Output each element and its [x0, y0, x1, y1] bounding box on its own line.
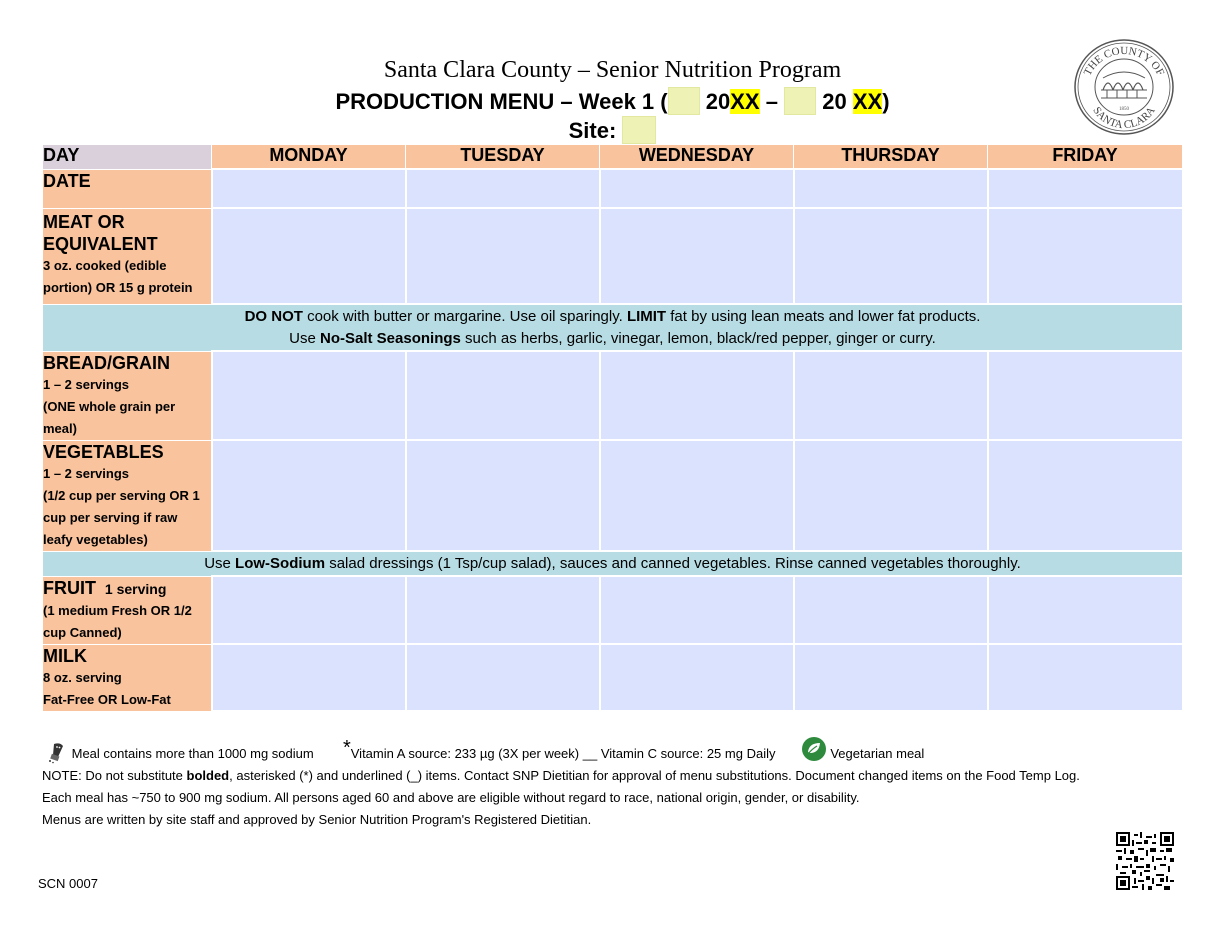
row-label-vegetables: VEGETABLES 1 – 2 servings (1/2 cup per serving OR 1 cup per serving if raw leafy vegetables) [43, 440, 212, 551]
form-code: SCN 0007 [38, 876, 98, 891]
vitamin-a-star: * [342, 737, 351, 759]
cell-fruit-thursday[interactable] [794, 576, 988, 644]
org-title: Santa Clara County – Senior Nutrition Program [383, 57, 842, 83]
cell-milk-wednesday[interactable] [600, 644, 794, 711]
col-header-monday: MONDAY [212, 145, 406, 170]
row-label-fruit: FRUIT 1 serving (1 medium Fresh OR 1/2 cup Canned) [43, 576, 212, 644]
cell-milk-tuesday[interactable] [406, 644, 600, 711]
row-label-meat: MEAT OR EQUIVALENT 3 oz. cooked (edible portion) OR 15 g protein [43, 208, 212, 304]
vitamin-c-value: 25 mg Daily [706, 746, 776, 761]
seal-year: 1850 [1119, 107, 1129, 112]
cell-date-thursday[interactable] [794, 169, 988, 208]
cell-bread-wednesday[interactable] [600, 351, 794, 440]
cell-meat-thursday[interactable] [794, 208, 988, 304]
cell-date-wednesday[interactable] [600, 169, 794, 208]
cell-milk-friday[interactable] [988, 644, 1183, 711]
cell-bread-monday[interactable] [212, 351, 406, 440]
salt-shaker-icon [46, 742, 68, 764]
cell-milk-thursday[interactable] [794, 644, 988, 711]
row-bread [43, 351, 1183, 440]
cell-fruit-tuesday[interactable] [406, 576, 600, 644]
seal-text-top: THE COUNTY OF [1081, 44, 1167, 78]
cell-date-tuesday[interactable] [406, 169, 600, 208]
cell-veg-monday[interactable] [212, 440, 406, 551]
cell-veg-thursday[interactable] [794, 440, 988, 551]
menu-title: PRODUCTION MENU – Week 1 ( 20XX – 20 XX) [335, 89, 890, 114]
note-line-2: Each meal has ~750 to 900 mg sodium. All persons aged 60 and above are eligible without regard to race, national origin, gender, or disability. [42, 790, 860, 805]
leaf-icon [801, 736, 827, 762]
cell-bread-friday[interactable] [988, 351, 1183, 440]
site-line: Site: [0, 116, 1225, 144]
cell-meat-friday[interactable] [988, 208, 1183, 304]
sodium-legend-text: Meal contains more than 1000 mg sodium [71, 746, 314, 761]
vegetarian-legend-text: Vegetarian meal [830, 746, 925, 761]
start-date-blank[interactable] [668, 87, 700, 115]
production-menu-table [42, 144, 1184, 712]
note-low-sodium: Use Low-Sodium salad dressings (1 Tsp/cup salad), sauces and canned vegetables. Rinse canned vegetables thoroughly. [43, 551, 1183, 576]
row-vegetables [43, 440, 1183, 551]
col-header-day: DAY [43, 145, 212, 170]
cell-bread-thursday[interactable] [794, 351, 988, 440]
county-seal-icon [1073, 38, 1175, 136]
col-header-friday: FRIDAY [988, 145, 1183, 170]
row-date [43, 169, 1183, 208]
legend: Meal contains more than 1000 mg sodium *Vitamin A source: 233 µg (3X per week) __ Vitamin C source: 25 mg Daily Vegetarian meal [42, 736, 1192, 764]
end-date-blank[interactable] [784, 87, 816, 115]
row-label-bread: BREAD/GRAIN 1 – 2 servings (ONE whole grain per meal) [43, 351, 212, 440]
cell-meat-monday[interactable] [212, 208, 406, 304]
cell-date-friday[interactable] [988, 169, 1183, 208]
cell-meat-tuesday[interactable] [406, 208, 600, 304]
cell-milk-monday[interactable] [212, 644, 406, 711]
cell-veg-wednesday[interactable] [600, 440, 794, 551]
cell-bread-tuesday[interactable] [406, 351, 600, 440]
cell-veg-friday[interactable] [988, 440, 1183, 551]
cell-date-monday[interactable] [212, 169, 406, 208]
row-milk [43, 644, 1183, 711]
col-header-wednesday: WEDNESDAY [600, 145, 794, 170]
table-header-row [43, 145, 1183, 170]
note-line-1: NOTE: Do not substitute bolded, asterisked (*) and underlined (_) items. Contact SNP Dietitian for approval of menu substitutions. Document changed items on the Food Temp Log. [42, 768, 1080, 783]
row-label-milk: MILK 8 oz. serving Fat-Free OR Low-Fat [43, 644, 212, 711]
row-note-fats [43, 304, 1183, 351]
row-meat [43, 208, 1183, 304]
vitamin-a-text: Vitamin A source: 233 µg (3X per week) [350, 746, 580, 761]
vitamin-c-label: Vitamin C source: [600, 746, 704, 761]
site-blank[interactable] [622, 116, 656, 144]
seal-text-bottom: SANTA CLARA [1090, 104, 1158, 132]
cell-meat-wednesday[interactable] [600, 208, 794, 304]
qr-code-icon[interactable] [1115, 832, 1175, 890]
row-note-sodium [43, 551, 1183, 576]
note-fats-seasonings: DO NOT cook with butter or margarine. Use oil sparingly. LIMIT fat by using lean meats and lower fat products. Use No-Salt Seasonings such as herbs, garlic, vinegar, lemon, black/red pepper, ginger or curry. [43, 304, 1183, 351]
cell-fruit-monday[interactable] [212, 576, 406, 644]
col-header-tuesday: TUESDAY [406, 145, 600, 170]
note-line-3: Menus are written by site staff and approved by Senior Nutrition Program's Registered Dietitian. [42, 812, 592, 827]
row-fruit [43, 576, 1183, 644]
notes-block [42, 765, 1080, 831]
cell-fruit-wednesday[interactable] [600, 576, 794, 644]
row-label-date: DATE [43, 169, 212, 208]
cell-fruit-friday[interactable] [988, 576, 1183, 644]
cell-veg-tuesday[interactable] [406, 440, 600, 551]
col-header-thursday: THURSDAY [794, 145, 988, 170]
